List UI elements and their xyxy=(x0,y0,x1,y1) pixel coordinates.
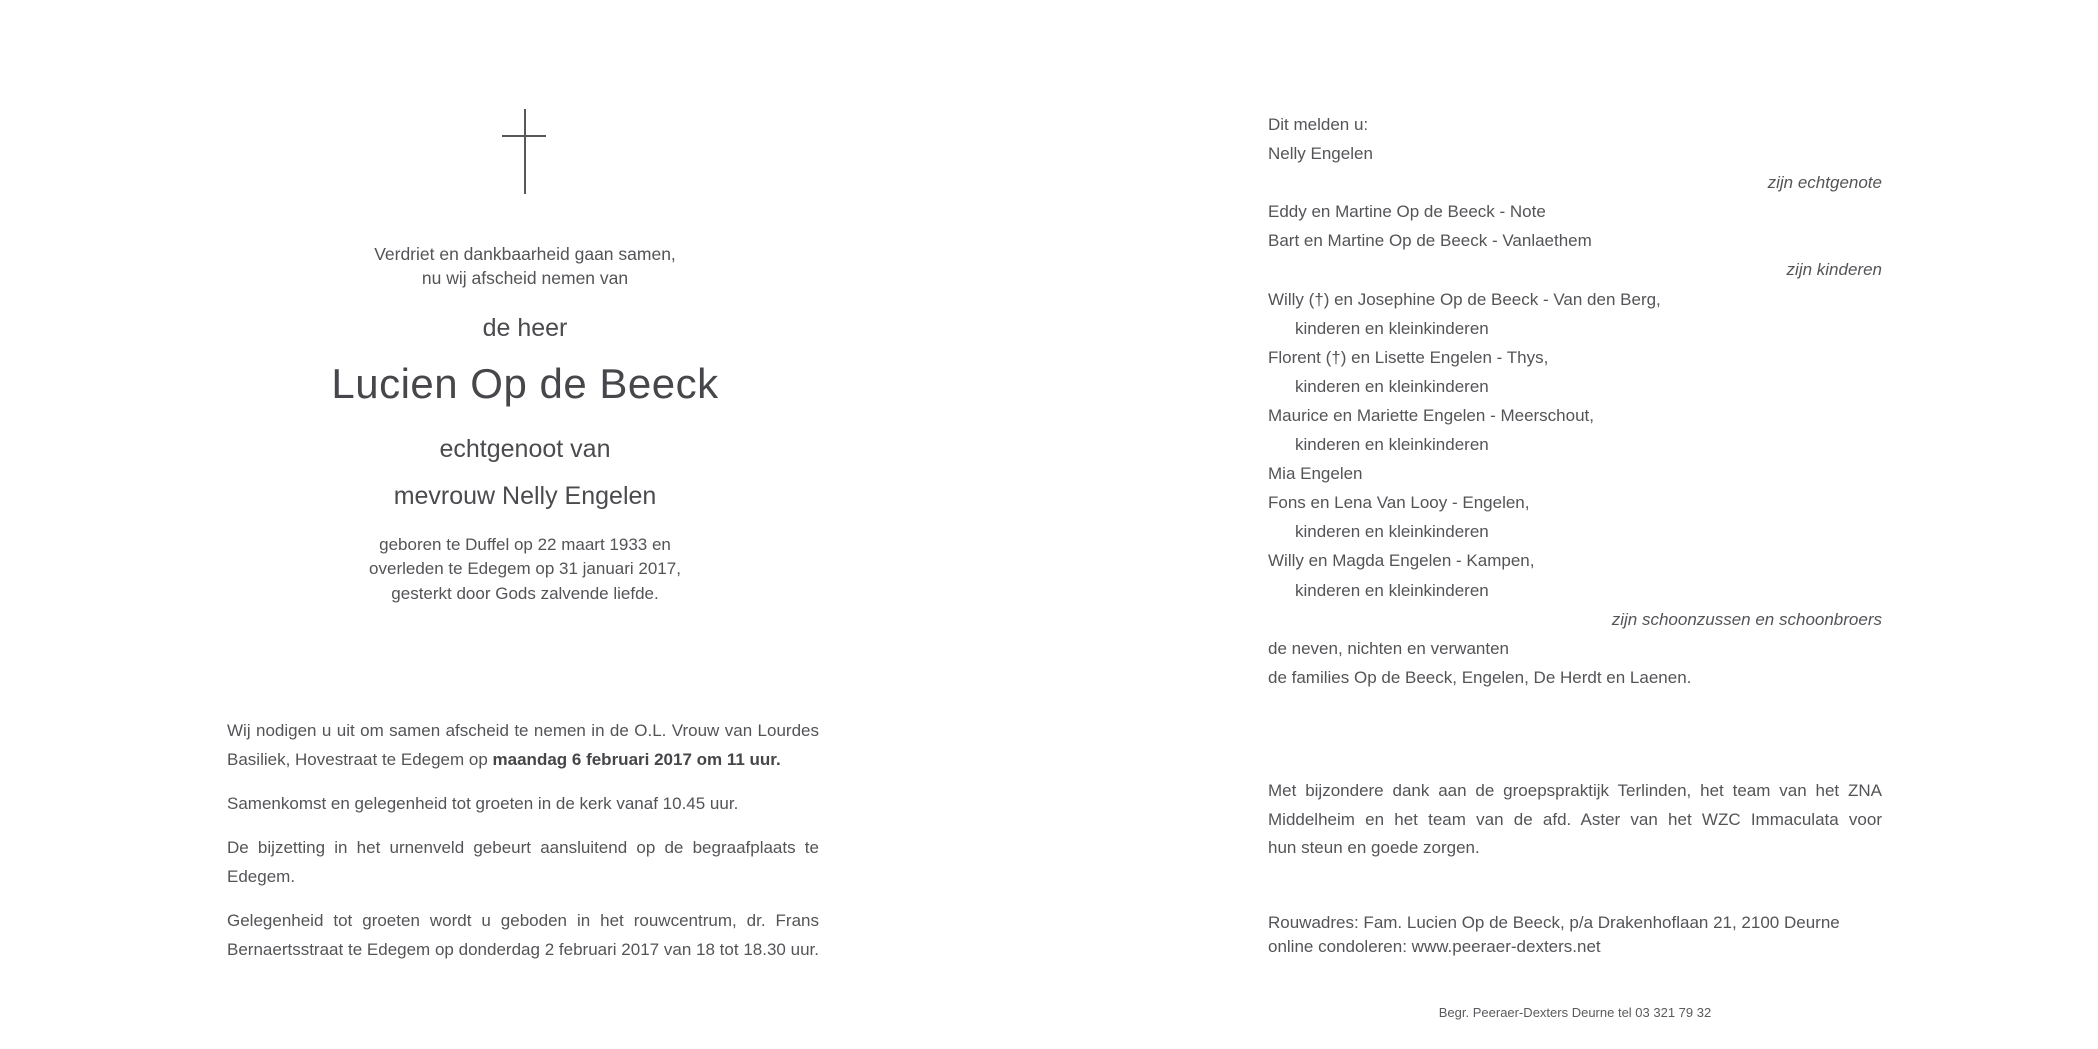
honorific: de heer xyxy=(482,314,568,342)
death-line: overleden te Edegem op 31 januari 2017, xyxy=(369,559,681,579)
family-row-sub: kinderen en kleinkinderen xyxy=(1295,522,1489,542)
family-row-relation: zijn kinderen xyxy=(1786,260,1882,280)
family-row-relation: zijn schoonzussen en schoonbroers xyxy=(1611,609,1882,629)
birth-line: geboren te Duffel op 22 maart 1933 en xyxy=(379,535,671,554)
cross-horizontal-bar xyxy=(502,135,546,137)
family-row: de families Op de Beeck, Engelen, De Herdt en Laenen. xyxy=(1268,667,1692,687)
relation-label: echtgenoot van xyxy=(439,435,611,463)
announcement-list xyxy=(1268,110,1882,692)
family-row-sub: kinderen en kleinkinderen xyxy=(1295,376,1489,396)
family-row-sub: kinderen en kleinkinderen xyxy=(1295,435,1489,455)
family-row: Willy (†) en Josephine Op de Beeck - Van den Berg, xyxy=(1268,289,1661,309)
cross-vertical-bar xyxy=(524,109,526,194)
invitation-line-2-text: Basiliek, Hovestraat te Edegem op xyxy=(227,750,493,769)
life-dates xyxy=(225,533,825,606)
family-row: Florent (†) en Lisette Engelen - Thys, xyxy=(1268,347,1549,367)
invitation-line-1: Wij nodigen u uit om samen afscheid te nemen in de O.L. Vrouw van Lourdes xyxy=(227,721,819,740)
family-row: Maurice en Mariette Engelen - Meerschout, xyxy=(1268,405,1594,425)
acknowledgement-paragraph xyxy=(1268,777,1882,863)
family-row: Eddy en Martine Op de Beeck - Note xyxy=(1268,202,1546,222)
mourning-address-block xyxy=(1268,911,1882,959)
service-datetime: maandag 6 februari 2017 om 11 uur. xyxy=(492,750,781,769)
family-row: Mia Engelen xyxy=(1268,464,1363,484)
family-row: Bart en Martine Op de Beeck - Vanlaethem xyxy=(1268,231,1592,251)
family-row: Fons en Lena Van Looy - Engelen, xyxy=(1268,493,1530,513)
funeral-home-footer: Begr. Peeraer-Dexters Deurne tel 03 321 79 32 xyxy=(1438,1005,1712,1020)
service-details xyxy=(227,716,819,979)
acknowledgement-line-1: Met bijzondere dank aan de groepspraktijk Terlinden, het team van het ZNA xyxy=(1268,781,1882,800)
family-row: Willy en Magda Engelen - Kampen, xyxy=(1268,551,1535,571)
interment-line-2: Edegem. xyxy=(227,867,296,886)
invitation-line-2 xyxy=(227,745,819,774)
family-row: Nelly Engelen xyxy=(1268,144,1373,164)
condolence-visit-paragraph xyxy=(227,906,819,964)
deceased-name: Lucien Op de Beeck xyxy=(331,360,719,407)
condolence-visit-line-1: Gelegenheid tot groeten wordt u geboden in het rouwcentrum, dr. Frans xyxy=(227,911,819,930)
family-row-relation: zijn echtgenote xyxy=(1767,173,1882,193)
announcement-header: Dit melden u: xyxy=(1268,115,1369,134)
family-row-sub: kinderen en kleinkinderen xyxy=(1295,318,1489,338)
family-row: de neven, nichten en verwanten xyxy=(1268,638,1510,658)
faith-line: gesterkt door Gods zalvende liefde. xyxy=(391,583,659,603)
intro-line-1: Verdriet en dankbaarheid gaan samen, xyxy=(374,244,676,264)
intro-text xyxy=(225,242,825,290)
family-row-sub: kinderen en kleinkinderen xyxy=(1295,580,1489,600)
condolence-visit-line-2: Bernaertsstraat te Edegem op donderdag 2 februari 2017 van 18 tot 18.30 uur. xyxy=(227,940,819,959)
acknowledgement-line-3: hun steun en goede zorgen. xyxy=(1268,838,1480,857)
interment-paragraph xyxy=(227,833,819,891)
intro-line-2: nu wij afscheid nemen van xyxy=(421,268,629,288)
acknowledgement-line-2: Middelheim en het team van de afd. Aster van het WZC Immaculata voor xyxy=(1268,809,1882,829)
spouse-name: mevrouw Nelly Engelen xyxy=(393,482,657,510)
online-condolence: online condoleren: www.peeraer-dexters.net xyxy=(1268,937,1601,956)
gathering-paragraph: Samenkomst en gelegenheid tot groeten in de kerk vanaf 10.45 uur. xyxy=(227,794,739,813)
mourning-address: Rouwadres: Fam. Lucien Op de Beeck, p/a Drakenhoflaan 21, 2100 Deurne xyxy=(1268,913,1840,932)
interment-line-1: De bijzetting in het urnenveld gebeurt aansluitend op de begraafplaats te xyxy=(227,838,819,857)
invitation-paragraph xyxy=(227,716,819,774)
